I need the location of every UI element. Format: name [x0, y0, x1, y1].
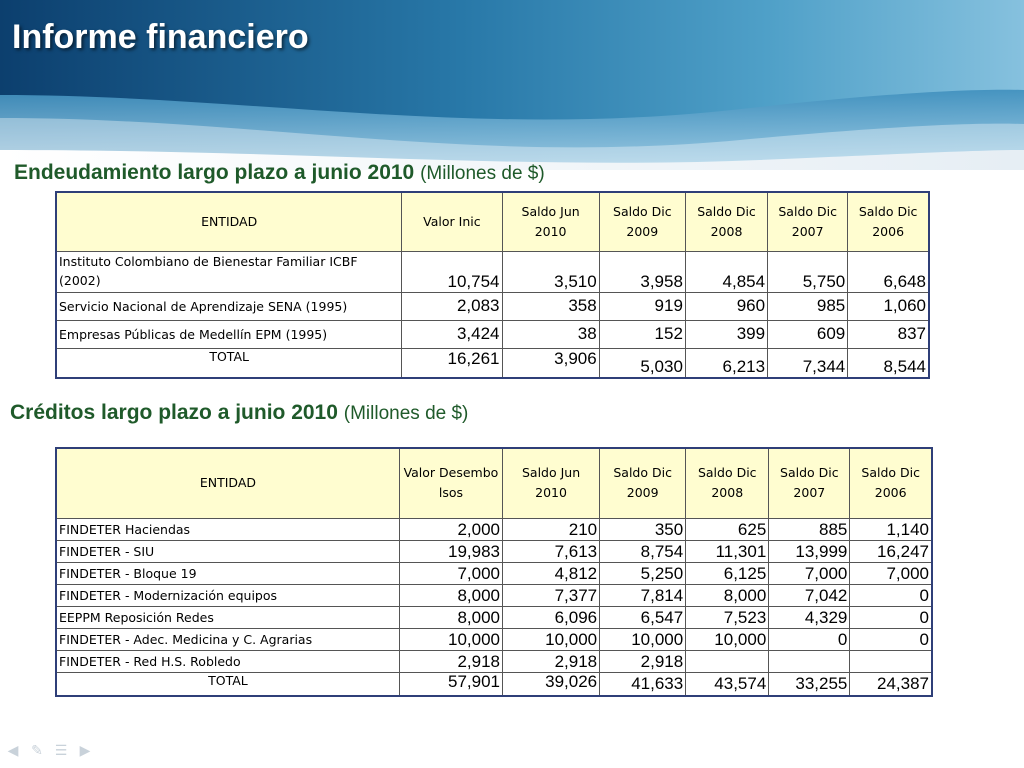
- entity-cell: FINDETER Haciendas: [56, 518, 399, 540]
- section-unit: (Millones de $): [343, 403, 469, 424]
- section-title-debt: [14, 161, 545, 185]
- value-cell: 7,377: [503, 584, 600, 606]
- column-header: Saldo Dic 2007: [769, 448, 850, 518]
- section-title-text: Créditos largo plazo a junio 2010: [10, 401, 338, 424]
- value-cell: 7,523: [686, 606, 769, 628]
- value-cell: 4,329: [769, 606, 850, 628]
- credits-table: [55, 447, 933, 697]
- value-cell: 7,000: [399, 562, 502, 584]
- column-header: Saldo Dic 2008: [686, 448, 769, 518]
- value-cell: 919: [599, 292, 685, 320]
- table-row: [56, 251, 929, 292]
- value-cell: 210: [503, 518, 600, 540]
- table-row: [56, 628, 932, 650]
- slide-nav-controls: [6, 744, 92, 758]
- value-cell: 5,750: [768, 251, 848, 292]
- value-cell: 0: [769, 628, 850, 650]
- arrow-right-icon[interactable]: ▶: [79, 743, 91, 759]
- value-cell: 625: [686, 518, 769, 540]
- total-label: TOTAL: [56, 672, 399, 696]
- column-header: ENTIDAD: [56, 448, 399, 518]
- total-label: TOTAL: [56, 348, 402, 378]
- value-cell: 7,613: [503, 540, 600, 562]
- value-cell: 7,042: [769, 584, 850, 606]
- value-cell: [686, 650, 769, 672]
- table-header-row: [56, 192, 929, 251]
- table-row: [56, 292, 929, 320]
- table-row: [56, 606, 932, 628]
- value-cell: 8,000: [399, 584, 502, 606]
- value-cell: 10,000: [686, 628, 769, 650]
- value-cell: 38: [502, 320, 599, 348]
- value-cell: 8,000: [399, 606, 502, 628]
- table-row: [56, 562, 932, 584]
- total-row: [56, 672, 932, 696]
- table-row: [56, 650, 932, 672]
- entity-cell: FINDETER - Modernización equipos: [56, 584, 399, 606]
- value-cell: 13,999: [769, 540, 850, 562]
- column-header: Saldo Dic 2009: [600, 448, 686, 518]
- value-cell: 7,000: [769, 562, 850, 584]
- total-value: 3,906: [502, 348, 599, 378]
- value-cell: 3,958: [599, 251, 685, 292]
- total-row: [56, 348, 929, 378]
- value-cell: 885: [769, 518, 850, 540]
- column-header: ENTIDAD: [56, 192, 402, 251]
- value-cell: 6,125: [686, 562, 769, 584]
- value-cell: 7,814: [600, 584, 686, 606]
- total-value: 5,030: [599, 348, 685, 378]
- value-cell: 0: [850, 584, 932, 606]
- section-unit: (Millones de $): [420, 163, 545, 184]
- value-cell: 609: [768, 320, 848, 348]
- column-header: Saldo Jun 2010: [503, 448, 600, 518]
- total-value: 16,261: [402, 348, 502, 378]
- value-cell: 2,918: [600, 650, 686, 672]
- arrow-left-icon[interactable]: ◀: [7, 743, 19, 759]
- value-cell: 11,301: [686, 540, 769, 562]
- value-cell: 10,000: [600, 628, 686, 650]
- table-row: [56, 540, 932, 562]
- value-cell: [769, 650, 850, 672]
- value-cell: 6,547: [600, 606, 686, 628]
- entity-cell: Empresas Públicas de Medellín EPM (1995): [56, 320, 402, 348]
- column-header: Saldo Dic 2007: [768, 192, 848, 251]
- value-cell: 4,812: [503, 562, 600, 584]
- value-cell: 6,648: [848, 251, 929, 292]
- total-value: 43,574: [686, 672, 769, 696]
- entity-cell: Servicio Nacional de Aprendizaje SENA (1995): [56, 292, 402, 320]
- value-cell: 16,247: [850, 540, 932, 562]
- column-header: Saldo Dic 2009: [599, 192, 685, 251]
- value-cell: 6,096: [503, 606, 600, 628]
- table-row: [56, 320, 929, 348]
- value-cell: [850, 650, 932, 672]
- column-header: Valor Inic: [402, 192, 502, 251]
- total-value: 6,213: [685, 348, 767, 378]
- section-title-text: Endeudamiento largo plazo a junio 2010: [14, 161, 415, 184]
- total-value: 24,387: [850, 672, 932, 696]
- value-cell: 399: [685, 320, 767, 348]
- table-header-row: [56, 448, 932, 518]
- value-cell: 152: [599, 320, 685, 348]
- value-cell: 10,000: [399, 628, 502, 650]
- pen-icon[interactable]: ✎: [31, 743, 43, 759]
- entity-cell: FINDETER - Adec. Medicina y C. Agrarias: [56, 628, 399, 650]
- total-value: 33,255: [769, 672, 850, 696]
- total-value: 8,544: [848, 348, 929, 378]
- value-cell: 10,754: [402, 251, 502, 292]
- column-header: Valor Desembolsos: [399, 448, 502, 518]
- column-header: Saldo Jun 2010: [502, 192, 599, 251]
- value-cell: 837: [848, 320, 929, 348]
- value-cell: 19,983: [399, 540, 502, 562]
- value-cell: 1,140: [850, 518, 932, 540]
- value-cell: 960: [685, 292, 767, 320]
- value-cell: 5,250: [600, 562, 686, 584]
- value-cell: 4,854: [685, 251, 767, 292]
- value-cell: 8,000: [686, 584, 769, 606]
- value-cell: 8,754: [600, 540, 686, 562]
- value-cell: 350: [600, 518, 686, 540]
- total-value: 57,901: [399, 672, 502, 696]
- value-cell: 358: [502, 292, 599, 320]
- value-cell: 2,918: [503, 650, 600, 672]
- slide-title: Informe financiero: [12, 18, 309, 56]
- value-cell: 1,060: [848, 292, 929, 320]
- value-cell: 10,000: [503, 628, 600, 650]
- total-value: 7,344: [768, 348, 848, 378]
- column-header: Saldo Dic 2006: [848, 192, 929, 251]
- entity-cell: FINDETER - Red H.S. Robledo: [56, 650, 399, 672]
- value-cell: 985: [768, 292, 848, 320]
- value-cell: 2,000: [399, 518, 502, 540]
- entity-cell: FINDETER - SIU: [56, 540, 399, 562]
- value-cell: 3,424: [402, 320, 502, 348]
- total-value: 41,633: [600, 672, 686, 696]
- menu-icon[interactable]: ☰: [54, 743, 68, 759]
- value-cell: 2,918: [399, 650, 502, 672]
- table-row: [56, 518, 932, 540]
- total-value: 39,026: [503, 672, 600, 696]
- table-row: [56, 584, 932, 606]
- value-cell: 0: [850, 606, 932, 628]
- value-cell: 7,000: [850, 562, 932, 584]
- column-header: Saldo Dic 2008: [685, 192, 767, 251]
- entity-cell: EEPPM Reposición Redes: [56, 606, 399, 628]
- debt-table: [55, 191, 930, 379]
- entity-cell: FINDETER - Bloque 19: [56, 562, 399, 584]
- value-cell: 3,510: [502, 251, 599, 292]
- section-title-credits: [10, 401, 468, 425]
- value-cell: 2,083: [402, 292, 502, 320]
- entity-cell: Instituto Colombiano de Bienestar Familiar ICBF (2002): [56, 251, 402, 292]
- column-header: Saldo Dic 2006: [850, 448, 932, 518]
- value-cell: 0: [850, 628, 932, 650]
